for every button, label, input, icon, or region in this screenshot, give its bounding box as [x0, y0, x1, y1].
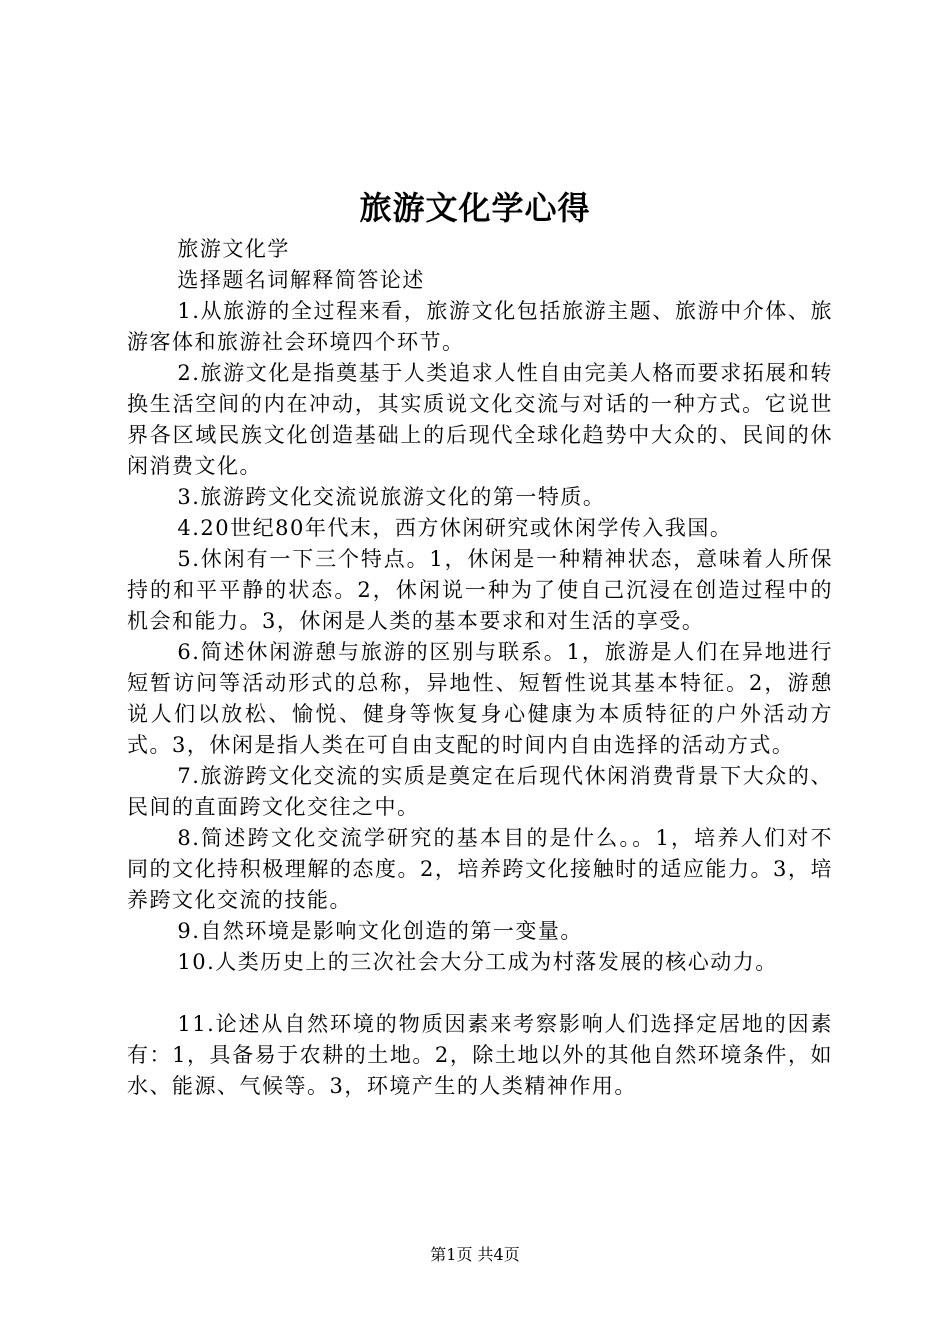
- paragraph-item-6: 6.简述休闲游憩与旅游的区别与联系。1，旅游是人们在异地进行短暂访问等活动形式的总称，异地性、短暂性说其基本特征。2，游憩说人们以放松、愉悦、健身等恢复身心健康为本质特征的户外活动方式。3，休闲是指人类在可自由支配的时间内自由选择的活动方式。: [127, 640, 833, 757]
- paragraph-item-5: 5.休闲有一下三个特点。1，休闲是一种精神状态，意味着人所保持的和平平静的状态。2，休闲说一种为了使自己沉浸在创造过程中的机会和能力。3，休闲是人类的基本要求和对生活的享受。: [127, 547, 833, 633]
- paragraph-item-8: 8.简述跨文化交流学研究的基本目的是什么。。1，培养人们对不同的文化持积极理解的态度。2，培养跨文化接触时的适应能力。3，培养跨文化交流的技能。: [127, 826, 833, 912]
- paragraph-question-types: 选择题名词解释简答论述: [177, 268, 425, 292]
- paragraph-item-10: 10.人类历史上的三次社会大分工成为村落发展的核心动力。: [177, 950, 778, 974]
- document-body: [127, 234, 833, 1102]
- paragraph-subject: 旅游文化学: [177, 237, 290, 261]
- page-number-footer: 第1页 共4页: [430, 1245, 520, 1264]
- paragraph-item-7: 7.旅游跨文化交流的实质是奠定在后现代休闲消费背景下大众的、民间的直面跨文化交往之中。: [127, 764, 833, 819]
- paragraph-item-11: 11.论述从自然环境的物质因素来考察影响人们选择定居地的因素有：1，具备易于农耕的土地。2，除土地以外的其他自然环境条件，如水、能源、气候等。3，环境产生的人类精神作用。: [127, 1012, 833, 1098]
- paragraph-item-2: 2.旅游文化是指奠基于人类追求人性自由完美人格而要求拓展和转换生活空间的内在冲动，其实质说文化交流与对话的一种方式。它说世界各区域民族文化创造基础上的后现代全球化趋势中大众的、民间的休闲消费文化。: [127, 361, 833, 478]
- paragraph-item-9: 9.自然环境是影响文化创造的第一变量。: [177, 919, 583, 943]
- document-title: 旅游文化学心得: [359, 189, 591, 227]
- paragraph-item-1: 1.从旅游的全过程来看，旅游文化包括旅游主题、旅游中介体、旅游客体和旅游社会环境四个环节。: [127, 299, 833, 354]
- paragraph-item-3: 3.旅游跨文化交流说旅游文化的第一特质。: [177, 485, 606, 509]
- paragraph-item-4: 4.20世纪80年代末，西方休闲研究或休闲学传入我国。: [177, 516, 733, 540]
